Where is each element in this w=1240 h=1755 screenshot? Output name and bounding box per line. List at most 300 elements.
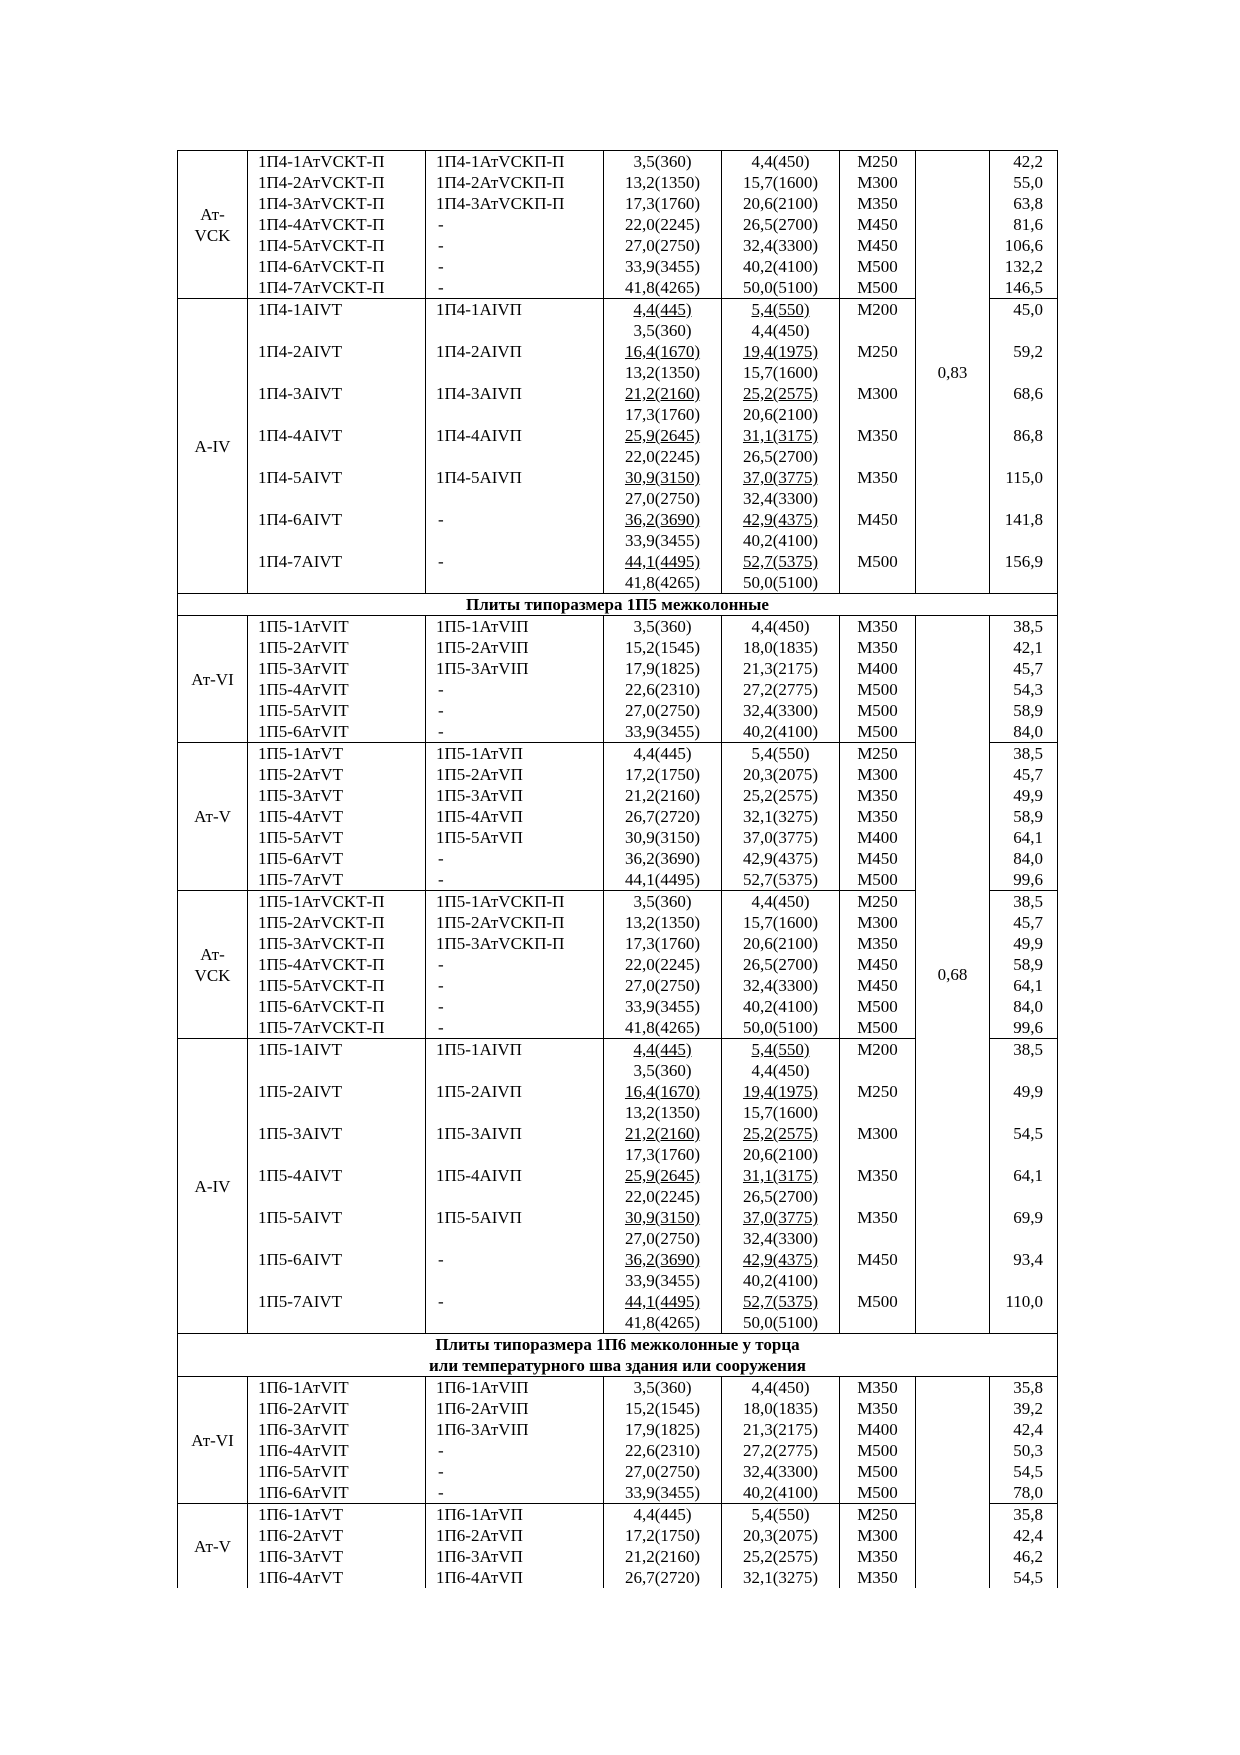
mark-p: - — [426, 848, 604, 869]
load-value: 33,9(3455) — [604, 1482, 722, 1504]
load-value: 27,0(2750) — [604, 975, 722, 996]
concrete-grade: М450 — [840, 848, 916, 869]
load-value-2: 32,1(3275) — [722, 806, 840, 827]
mass-value: 49,9 — [990, 933, 1058, 954]
load-value: 30,9(3150) — [604, 467, 722, 488]
mark-p: 1П5-3АтVIП — [426, 658, 604, 679]
mass-value: 42,1 — [990, 637, 1058, 658]
load-value: 36,2(3690) — [604, 1249, 722, 1270]
load-value-2-alt: 32,4(3300) — [722, 1228, 840, 1249]
mass-value: 64,1 — [990, 827, 1058, 848]
load-value-2: 21,3(2175) — [722, 658, 840, 679]
concrete-grade: М400 — [840, 658, 916, 679]
mark-t: 1П5-5АтVIТ — [248, 700, 426, 721]
reinforcement-class — [178, 1039, 248, 1334]
mark-t: 1П6-3АтVIТ — [248, 1419, 426, 1440]
mark-p: 1П5-3АтVCKП-П — [426, 933, 604, 954]
load-value: 4,4(445) — [604, 743, 722, 765]
mark-t: 1П4-1AIVТ — [248, 299, 426, 342]
load-value: 21,2(2160) — [604, 1123, 722, 1144]
load-value: 26,7(2720) — [604, 1567, 722, 1588]
load-value: 36,2(3690) — [604, 509, 722, 530]
mass-value: 54,5 — [990, 1461, 1058, 1482]
section-title-row — [178, 594, 1058, 616]
mass-value: 42,4 — [990, 1419, 1058, 1440]
concrete-grade: М250 — [840, 743, 916, 765]
load-value: 21,2(2160) — [604, 785, 722, 806]
mark-t: 1П4-4AIVТ — [248, 425, 426, 467]
load-value: 41,8(4265) — [604, 1017, 722, 1039]
load-value-2: 19,4(1975) — [722, 1081, 840, 1102]
mark-t: 1П6-6АтVIТ — [248, 1482, 426, 1504]
mark-p: 1П5-5АтVП — [426, 827, 604, 848]
load-value: 17,2(1750) — [604, 1525, 722, 1546]
concrete-grade: М350 — [840, 467, 916, 509]
mark-p: 1П4-2AIVП — [426, 341, 604, 383]
load-value-2: 50,0(5100) — [722, 277, 840, 299]
concrete-grade: М300 — [840, 764, 916, 785]
concrete-grade: М500 — [840, 869, 916, 891]
load-value: 33,9(3455) — [604, 996, 722, 1017]
mark-t: 1П5-7АтVТ — [248, 869, 426, 891]
concrete-grade: М250 — [840, 1081, 916, 1123]
mark-p: - — [426, 1461, 604, 1482]
mark-p: - — [426, 256, 604, 277]
mark-p: - — [426, 975, 604, 996]
mark-t: 1П5-1АтVIТ — [248, 616, 426, 638]
mass-value: 59,2 — [990, 341, 1058, 383]
mass-value: 54,5 — [990, 1123, 1058, 1165]
mass-value: 132,2 — [990, 256, 1058, 277]
mark-p: 1П6-1АтVIП — [426, 1377, 604, 1399]
mass-value: 42,4 — [990, 1525, 1058, 1546]
mark-t: 1П5-4АтVIТ — [248, 679, 426, 700]
mass-value: 45,7 — [990, 658, 1058, 679]
mark-p: 1П5-3AIVП — [426, 1123, 604, 1165]
section-subtitle: или температурного шва здания или сооружения — [178, 1355, 1058, 1377]
load-value-2: 20,6(2100) — [722, 193, 840, 214]
mark-p: 1П5-2АтVП — [426, 764, 604, 785]
load-value-2: 5,4(550) — [722, 299, 840, 321]
load-value-2: 32,4(3300) — [722, 1461, 840, 1482]
load-value-2: 32,4(3300) — [722, 975, 840, 996]
load-value-2: 40,2(4100) — [722, 256, 840, 277]
mark-t: 1П4-6AIVТ — [248, 509, 426, 551]
concrete-grade: М500 — [840, 679, 916, 700]
mark-t: 1П6-5АтVIТ — [248, 1461, 426, 1482]
mass-value: 93,4 — [990, 1249, 1058, 1291]
concrete-grade: М450 — [840, 509, 916, 551]
mass-value: 39,2 — [990, 1398, 1058, 1419]
concrete-grade: М500 — [840, 1461, 916, 1482]
load-value-2-alt: 4,4(450) — [722, 1060, 840, 1081]
mark-t: 1П5-5AIVТ — [248, 1207, 426, 1249]
mark-p: - — [426, 996, 604, 1017]
mark-t: 1П5-6АтVIТ — [248, 721, 426, 743]
concrete-grade: М500 — [840, 256, 916, 277]
table-row — [178, 151, 1058, 173]
mass-value: 58,9 — [990, 806, 1058, 827]
mass-value: 64,1 — [990, 1165, 1058, 1207]
load-value-2: 42,9(4375) — [722, 848, 840, 869]
load-value: 25,9(2645) — [604, 425, 722, 446]
mark-p: 1П6-3АтVIП — [426, 1419, 604, 1440]
load-value-2: 26,5(2700) — [722, 954, 840, 975]
mark-p: 1П5-3АтVП — [426, 785, 604, 806]
load-value-alt: 33,9(3455) — [604, 1270, 722, 1291]
mark-t: 1П4-7АтVCKТ-П — [248, 277, 426, 299]
load-value-2: 4,4(450) — [722, 1377, 840, 1399]
load-value-2-alt: 50,0(5100) — [722, 1312, 840, 1334]
mass-value: 45,0 — [990, 299, 1058, 342]
mark-t: 1П5-1АтVCKТ-П — [248, 891, 426, 913]
mark-p: 1П6-4АтVП — [426, 1567, 604, 1588]
mark-p: - — [426, 509, 604, 551]
load-value-2: 5,4(550) — [722, 1504, 840, 1526]
load-value-2: 52,7(5375) — [722, 869, 840, 891]
concrete-grade: М350 — [840, 1377, 916, 1399]
mark-t: 1П4-6АтVCKТ-П — [248, 256, 426, 277]
mark-t: 1П5-7AIVТ — [248, 1291, 426, 1334]
load-value-2: 25,2(2575) — [722, 383, 840, 404]
concrete-grade: М500 — [840, 277, 916, 299]
load-value: 33,9(3455) — [604, 256, 722, 277]
mark-t: 1П5-2АтVCKТ-П — [248, 912, 426, 933]
concrete-grade: М350 — [840, 1567, 916, 1588]
load-value: 22,0(2245) — [604, 214, 722, 235]
concrete-grade: М450 — [840, 235, 916, 256]
mark-t: 1П5-4AIVТ — [248, 1165, 426, 1207]
reinforcement-class — [178, 743, 248, 891]
mass-value: 78,0 — [990, 1482, 1058, 1504]
mass-value: 38,5 — [990, 891, 1058, 913]
load-value-2: 40,2(4100) — [722, 996, 840, 1017]
load-value: 27,0(2750) — [604, 235, 722, 256]
mark-p: - — [426, 214, 604, 235]
load-value-2-alt: 32,4(3300) — [722, 488, 840, 509]
mark-t: 1П4-7AIVТ — [248, 551, 426, 594]
mark-p: - — [426, 235, 604, 256]
reinforcement-class — [178, 1504, 248, 1589]
mark-t: 1П6-1АтVIТ — [248, 1377, 426, 1399]
load-value-2: 27,2(2775) — [722, 679, 840, 700]
concrete-grade: М500 — [840, 700, 916, 721]
mark-t: 1П5-7АтVCKТ-П — [248, 1017, 426, 1039]
load-value-2: 18,0(1835) — [722, 1398, 840, 1419]
load-value: 27,0(2750) — [604, 700, 722, 721]
concrete-grade: М450 — [840, 1249, 916, 1291]
load-value-2: 4,4(450) — [722, 891, 840, 913]
mark-p: - — [426, 700, 604, 721]
load-value-2: 25,2(2575) — [722, 785, 840, 806]
mass-value: 35,8 — [990, 1377, 1058, 1399]
mass-value: 49,9 — [990, 1081, 1058, 1123]
load-value-2: 26,5(2700) — [722, 214, 840, 235]
load-value: 22,6(2310) — [604, 679, 722, 700]
mark-t: 1П4-4АтVCKТ-П — [248, 214, 426, 235]
concrete-grade: М350 — [840, 1207, 916, 1249]
mark-t: 1П4-2AIVТ — [248, 341, 426, 383]
load-value: 30,9(3150) — [604, 1207, 722, 1228]
reinforcement-class — [178, 1377, 248, 1504]
reinforcement-class — [178, 151, 248, 299]
mark-t: 1П5-3АтVIТ — [248, 658, 426, 679]
load-value-2: 25,2(2575) — [722, 1546, 840, 1567]
mark-p: - — [426, 721, 604, 743]
mark-t: 1П6-4АтVIТ — [248, 1440, 426, 1461]
load-value-2: 52,7(5375) — [722, 551, 840, 572]
load-value: 30,9(3150) — [604, 827, 722, 848]
load-value-alt: 3,5(360) — [604, 320, 722, 341]
load-value: 17,9(1825) — [604, 1419, 722, 1440]
concrete-grade: М500 — [840, 1482, 916, 1504]
concrete-grade: М350 — [840, 637, 916, 658]
mass-value: 45,7 — [990, 764, 1058, 785]
load-value: 25,9(2645) — [604, 1165, 722, 1186]
load-value: 4,4(445) — [604, 1504, 722, 1526]
load-value-2: 42,9(4375) — [722, 509, 840, 530]
concrete-grade: М350 — [840, 1546, 916, 1567]
load-value-2-alt: 20,6(2100) — [722, 1144, 840, 1165]
load-value-2: 40,2(4100) — [722, 721, 840, 743]
mass-value: 54,5 — [990, 1567, 1058, 1588]
load-value: 3,5(360) — [604, 616, 722, 638]
section-title-row — [178, 1334, 1058, 1356]
load-value: 36,2(3690) — [604, 848, 722, 869]
mark-t: 1П6-2АтVIТ — [248, 1398, 426, 1419]
coefficient — [916, 1377, 990, 1589]
reinforcement-class-line: Ат-VI — [191, 1430, 234, 1450]
load-value: 33,9(3455) — [604, 721, 722, 743]
load-value-2-alt: 4,4(450) — [722, 320, 840, 341]
load-value-2: 5,4(550) — [722, 1039, 840, 1061]
mark-t: 1П6-2АтVТ — [248, 1525, 426, 1546]
load-value-2: 50,0(5100) — [722, 1017, 840, 1039]
reinforcement-class-line: A-IV — [194, 1176, 231, 1196]
concrete-grade: М250 — [840, 341, 916, 383]
concrete-grade: М500 — [840, 551, 916, 594]
load-value-2-alt: 40,2(4100) — [722, 530, 840, 551]
load-value: 44,1(4495) — [604, 869, 722, 891]
mark-p: 1П5-5AIVП — [426, 1207, 604, 1249]
mass-value: 156,9 — [990, 551, 1058, 594]
mass-value: 49,9 — [990, 785, 1058, 806]
mark-p: 1П5-2АтVIП — [426, 637, 604, 658]
load-value-alt: 41,8(4265) — [604, 1312, 722, 1334]
concrete-grade: М300 — [840, 1123, 916, 1165]
mark-p: 1П4-4AIVП — [426, 425, 604, 467]
concrete-grade: М350 — [840, 785, 916, 806]
load-value-2: 42,9(4375) — [722, 1249, 840, 1270]
load-value-alt: 13,2(1350) — [604, 362, 722, 383]
mark-p: 1П5-2AIVП — [426, 1081, 604, 1123]
section-title-row — [178, 1355, 1058, 1377]
concrete-grade: М200 — [840, 1039, 916, 1082]
mark-t: 1П6-3АтVТ — [248, 1546, 426, 1567]
coefficient: 0,83 — [916, 151, 990, 594]
load-value-alt: 17,3(1760) — [604, 1144, 722, 1165]
mark-t: 1П4-5AIVТ — [248, 467, 426, 509]
mass-value: 58,9 — [990, 954, 1058, 975]
mass-value: 58,9 — [990, 700, 1058, 721]
mass-value: 35,8 — [990, 1504, 1058, 1526]
mass-value: 84,0 — [990, 848, 1058, 869]
load-value-2: 19,4(1975) — [722, 341, 840, 362]
mark-p: 1П5-1АтVIП — [426, 616, 604, 638]
reinforcement-class-line: Ат-V — [194, 807, 231, 826]
load-value-2: 20,6(2100) — [722, 933, 840, 954]
mass-value: 38,5 — [990, 743, 1058, 765]
mark-t: 1П5-4АтVТ — [248, 806, 426, 827]
concrete-grade: М300 — [840, 1525, 916, 1546]
mark-p: 1П6-2АтVП — [426, 1525, 604, 1546]
mark-t: 1П6-4АтVТ — [248, 1567, 426, 1588]
load-value-alt: 27,0(2750) — [604, 1228, 722, 1249]
mass-value: 84,0 — [990, 721, 1058, 743]
slab-spec-table — [177, 150, 1058, 1588]
mark-t: 1П4-3AIVТ — [248, 383, 426, 425]
load-value: 21,2(2160) — [604, 383, 722, 404]
concrete-grade: М300 — [840, 172, 916, 193]
mark-t: 1П5-1АтVТ — [248, 743, 426, 765]
mark-p: - — [426, 551, 604, 594]
reinforcement-class-line: VCK — [194, 225, 231, 245]
mark-t: 1П5-3AIVТ — [248, 1123, 426, 1165]
load-value-alt: 33,9(3455) — [604, 530, 722, 551]
concrete-grade: М350 — [840, 933, 916, 954]
load-value-2-alt: 50,0(5100) — [722, 572, 840, 594]
load-value-2: 37,0(3775) — [722, 467, 840, 488]
load-value: 21,2(2160) — [604, 1546, 722, 1567]
load-value-2: 5,4(550) — [722, 743, 840, 765]
load-value-2: 32,4(3300) — [722, 700, 840, 721]
mass-value: 141,8 — [990, 509, 1058, 551]
mark-p: - — [426, 954, 604, 975]
coefficient: 0,68 — [916, 616, 990, 1334]
load-value-alt: 41,8(4265) — [604, 572, 722, 594]
concrete-grade: М350 — [840, 425, 916, 467]
mark-t: 1П4-1АтVCKТ-П — [248, 151, 426, 173]
mark-p: 1П6-3АтVП — [426, 1546, 604, 1567]
load-value: 44,1(4495) — [604, 1291, 722, 1312]
mass-value: 99,6 — [990, 869, 1058, 891]
load-value: 4,4(445) — [604, 299, 722, 321]
concrete-grade: М350 — [840, 1398, 916, 1419]
mark-t: 1П5-2АтVIТ — [248, 637, 426, 658]
load-value: 4,4(445) — [604, 1039, 722, 1061]
mark-t: 1П5-2АтVТ — [248, 764, 426, 785]
load-value-alt: 27,0(2750) — [604, 488, 722, 509]
load-value: 13,2(1350) — [604, 912, 722, 933]
concrete-grade: М450 — [840, 214, 916, 235]
load-value-2-alt: 15,7(1600) — [722, 362, 840, 383]
load-value-alt: 13,2(1350) — [604, 1102, 722, 1123]
reinforcement-class — [178, 891, 248, 1039]
load-value-2: 15,7(1600) — [722, 172, 840, 193]
concrete-grade: М500 — [840, 996, 916, 1017]
load-value-2: 52,7(5375) — [722, 1291, 840, 1312]
load-value-2: 40,2(4100) — [722, 1482, 840, 1504]
load-value-2: 4,4(450) — [722, 616, 840, 638]
load-value-2-alt: 26,5(2700) — [722, 1186, 840, 1207]
reinforcement-class-line: Ат-V — [194, 1536, 231, 1556]
concrete-grade: М250 — [840, 1504, 916, 1526]
load-value-2: 20,3(2075) — [722, 764, 840, 785]
mark-t: 1П5-6АтVТ — [248, 848, 426, 869]
concrete-grade: М500 — [840, 1291, 916, 1334]
load-value: 17,3(1760) — [604, 933, 722, 954]
concrete-grade: М400 — [840, 1419, 916, 1440]
concrete-grade: М450 — [840, 954, 916, 975]
mass-value: 64,1 — [990, 975, 1058, 996]
load-value: 3,5(360) — [604, 1377, 722, 1399]
load-value-2-alt: 40,2(4100) — [722, 1270, 840, 1291]
concrete-grade: М300 — [840, 912, 916, 933]
load-value-alt: 17,3(1760) — [604, 404, 722, 425]
mark-p: 1П5-1АтVП — [426, 743, 604, 765]
mark-p: 1П5-1АтVCKП-П — [426, 891, 604, 913]
load-value: 15,2(1545) — [604, 637, 722, 658]
load-value-2-alt: 15,7(1600) — [722, 1102, 840, 1123]
mark-p: 1П4-1AIVП — [426, 299, 604, 342]
mark-p: 1П5-2АтVCKП-П — [426, 912, 604, 933]
mass-value: 63,8 — [990, 193, 1058, 214]
mass-value: 46,2 — [990, 1546, 1058, 1567]
mass-value: 106,6 — [990, 235, 1058, 256]
mass-value: 54,3 — [990, 679, 1058, 700]
load-value-2: 18,0(1835) — [722, 637, 840, 658]
load-value-2: 32,1(3275) — [722, 1567, 840, 1588]
concrete-grade: М250 — [840, 891, 916, 913]
load-value: 41,8(4265) — [604, 277, 722, 299]
mass-value: 55,0 — [990, 172, 1058, 193]
mark-t: 1П5-5АтVТ — [248, 827, 426, 848]
mass-value: 99,6 — [990, 1017, 1058, 1039]
concrete-grade: М350 — [840, 616, 916, 638]
mark-t: 1П5-5АтVCKТ-П — [248, 975, 426, 996]
mass-value: 84,0 — [990, 996, 1058, 1017]
load-value-2: 32,4(3300) — [722, 235, 840, 256]
concrete-grade: М350 — [840, 193, 916, 214]
load-value-alt: 3,5(360) — [604, 1060, 722, 1081]
concrete-grade: М350 — [840, 1165, 916, 1207]
load-value-2-alt: 26,5(2700) — [722, 446, 840, 467]
mass-value: 38,5 — [990, 616, 1058, 638]
mark-p: - — [426, 1017, 604, 1039]
mass-value: 38,5 — [990, 1039, 1058, 1082]
mark-t: 1П5-3АтVТ — [248, 785, 426, 806]
load-value: 44,1(4495) — [604, 551, 722, 572]
concrete-grade: М500 — [840, 1017, 916, 1039]
section-title: Плиты типоразмера 1П5 межколонные — [178, 594, 1058, 616]
load-value-alt: 22,0(2245) — [604, 1186, 722, 1207]
table-row — [178, 1377, 1058, 1399]
reinforcement-class-line: Ат-VI — [191, 669, 234, 689]
load-value-2: 31,1(3175) — [722, 425, 840, 446]
mass-value: 81,6 — [990, 214, 1058, 235]
load-value-2: 15,7(1600) — [722, 912, 840, 933]
concrete-grade: М450 — [840, 975, 916, 996]
mark-p: 1П6-1АтVП — [426, 1504, 604, 1526]
concrete-grade: М300 — [840, 383, 916, 425]
load-value: 16,4(1670) — [604, 1081, 722, 1102]
load-value: 17,9(1825) — [604, 658, 722, 679]
mark-p: 1П6-2АтVIП — [426, 1398, 604, 1419]
concrete-grade: М400 — [840, 827, 916, 848]
mark-t: 1П5-2AIVТ — [248, 1081, 426, 1123]
mass-value: 115,0 — [990, 467, 1058, 509]
load-value-2: 37,0(3775) — [722, 1207, 840, 1228]
